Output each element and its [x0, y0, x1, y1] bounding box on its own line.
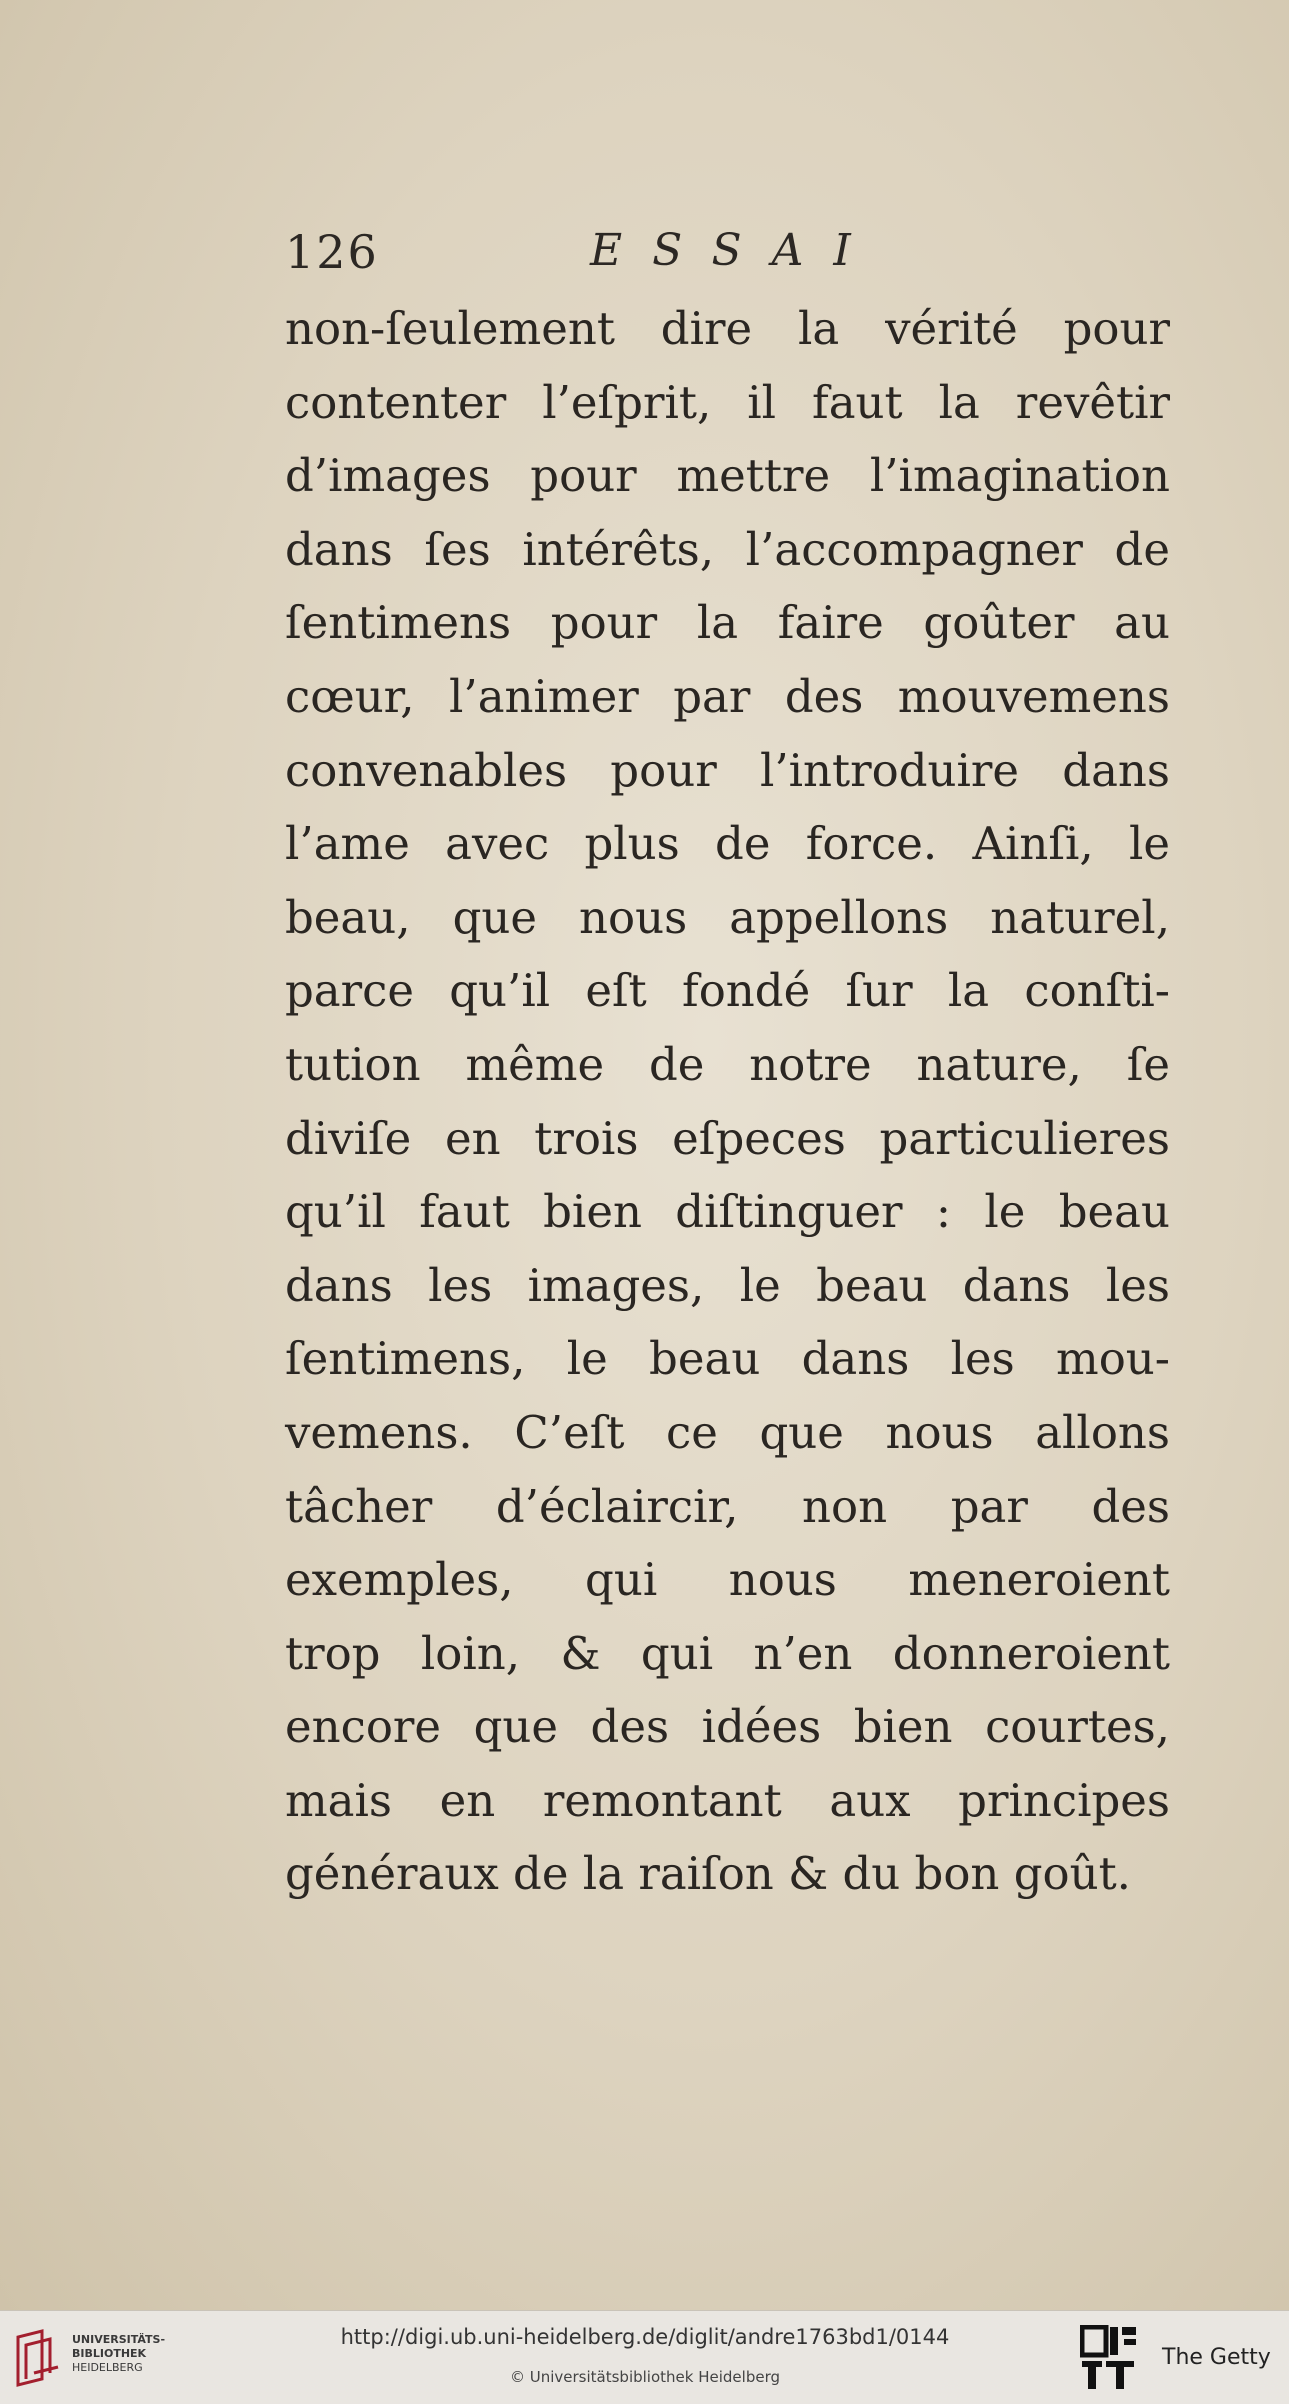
text-line: ſentimens, le beau dans les mou-	[285, 1332, 1170, 1386]
text-line: trop loin, & qui n’en donneroient	[285, 1626, 1170, 1680]
permalink-url[interactable]: http://digi.ub.uni-heidelberg.de/diglit/andre1763bd1/0144	[340, 2325, 950, 2349]
text-line: tâcher d’éclaircir, non par des	[285, 1479, 1170, 1533]
text-line: vemens. C’eſt ce que nous allons	[285, 1405, 1170, 1459]
text-line: l’ame avec plus de force. Ainſi, le	[285, 817, 1170, 871]
text-line: qu’il faut bien diſtinguer : le beau	[285, 1185, 1170, 1239]
text-line: généraux de la raiſon & du bon goût.	[285, 1847, 1131, 1901]
logo-line: BIBLIOTHEK	[72, 2347, 147, 2360]
text-line: convenables pour l’introduire dans	[285, 743, 1170, 797]
logo-line: HEIDELBERG	[72, 2361, 143, 2374]
text-line: encore que des idées bien courtes,	[285, 1700, 1170, 1754]
text-line: diviſe en trois eſpeces particulieres	[285, 1111, 1170, 1165]
text-line: cœur, l’animer par des mouvemens	[285, 669, 1170, 723]
text-line: mais en remontant aux principes	[285, 1773, 1170, 1827]
text-line: d’images pour mettre l’imagination	[285, 449, 1170, 503]
text-line: contenter l’eſprit, il faut la revêtir	[285, 375, 1170, 429]
viewer-footer	[0, 2310, 1289, 2404]
text-line: non-ſeulement dire la vérité pour	[285, 302, 1170, 355]
ub-heidelberg-logo[interactable]	[12, 2325, 182, 2391]
getty-label: The Getty	[1162, 2345, 1271, 2370]
running-head: ESSAI	[590, 225, 881, 276]
page-number: 126	[285, 225, 379, 279]
getty-logo-icon	[1080, 2325, 1138, 2391]
text-line: parce qu’il eſt fondé ſur la conſti-	[285, 964, 1170, 1018]
body-text	[285, 292, 1170, 1911]
page-header	[285, 225, 1185, 295]
ub-logo-icon	[12, 2327, 64, 2389]
text-line: dans les images, le beau dans les	[285, 1258, 1170, 1312]
getty-logo[interactable]	[1080, 2325, 1280, 2391]
text-line: tution même de notre nature, ſe	[285, 1037, 1170, 1091]
copyright-notice: © Universitätsbibliothek Heidelberg	[509, 2368, 780, 2386]
ub-logo-text	[72, 2333, 165, 2375]
text-line: ſentimens pour la faire goûter au	[285, 596, 1170, 650]
logo-line: UNIVERSITÄTS-	[72, 2333, 166, 2346]
text-line: dans ſes intérêts, l’accompagner de	[285, 522, 1170, 576]
text-line: beau, que nous appellons naturel,	[285, 890, 1170, 944]
text-line: exemples, qui nous meneroient	[285, 1553, 1170, 1607]
